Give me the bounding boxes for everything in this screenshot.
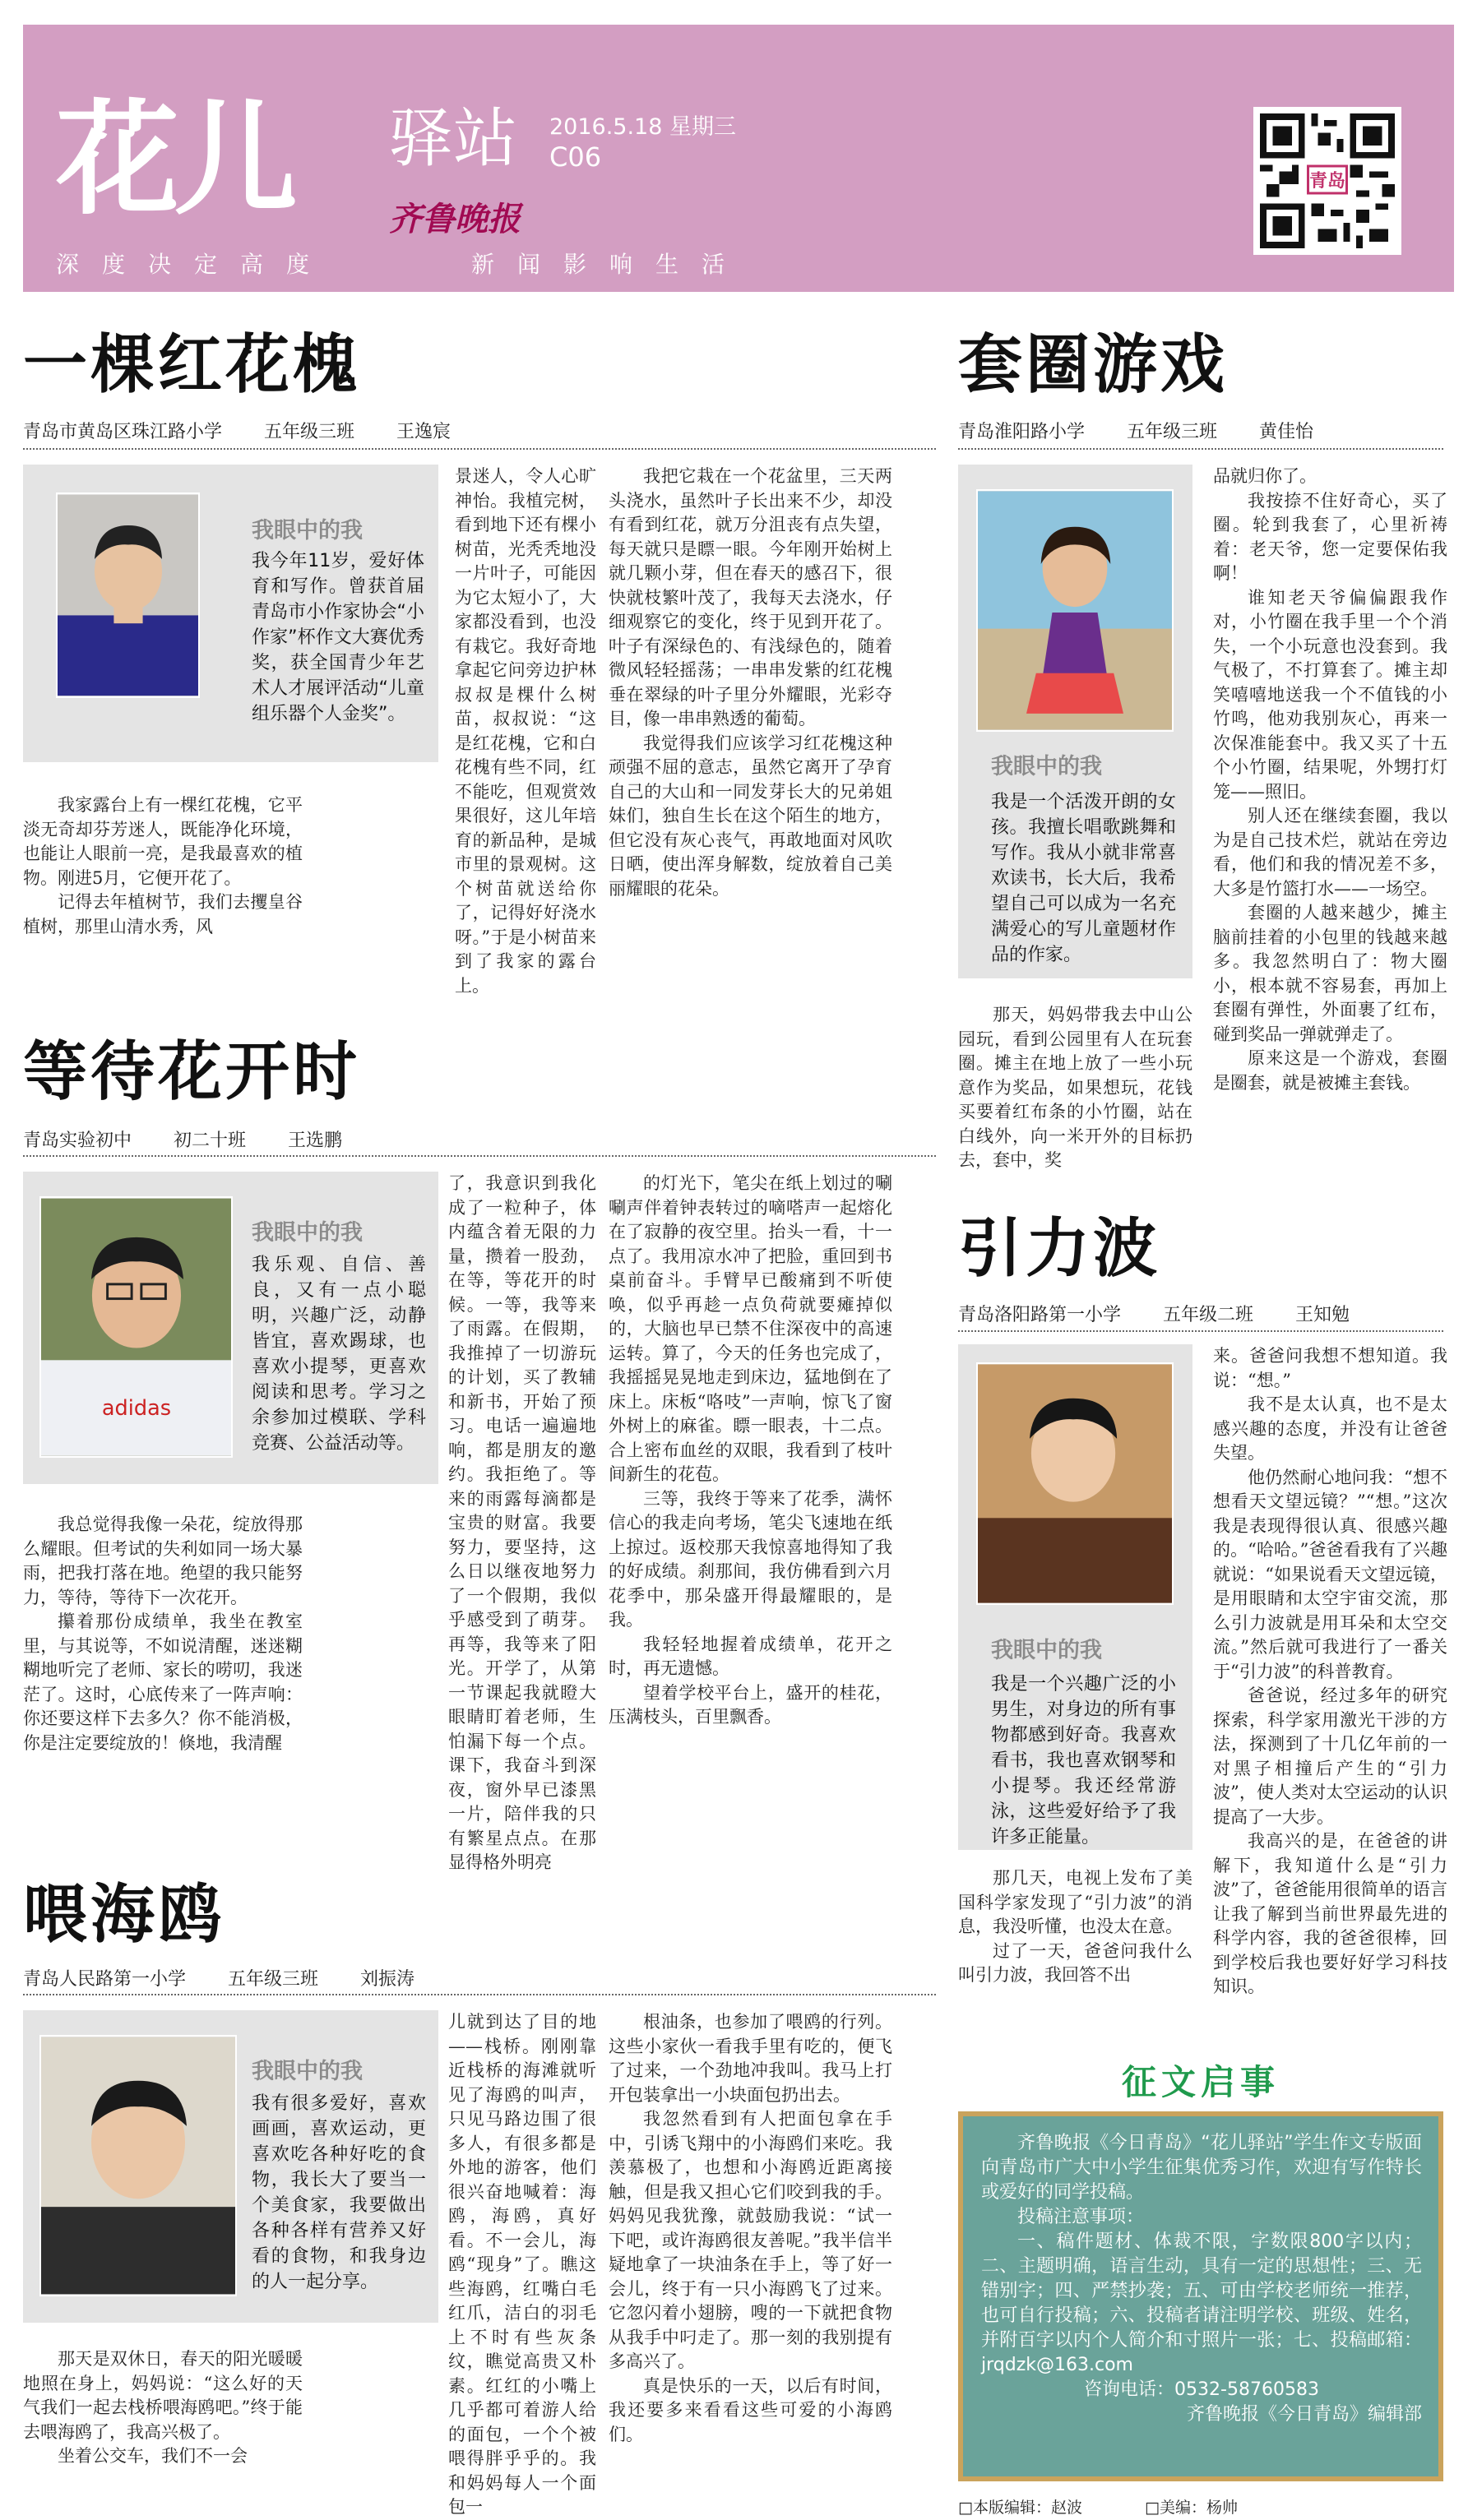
profile-intro: 我今年11岁，爱好体育和写作。曾获首届青岛市小作家协会“小作家”杯作文大赛优秀奖，获全国青少年艺术人才展评活动“儿童组乐器个人金奖”。: [252, 551, 424, 724]
profile-label: 我眼中的我: [991, 754, 1102, 779]
page-credits: [958, 2495, 1295, 2518]
divider: [23, 1155, 936, 1157]
svg-text:青岛: 青岛: [1309, 171, 1345, 192]
qr-code-icon: [1260, 113, 1395, 248]
body-column-2: 来。爸爸问我想不想知道。我说：“想。” 我不是太认真，也不是太感兴趣的态度，并没有让爸爸失望。 他仍然耐心地问我：“想不想看天文望远镜？”“想。”这次我是表现得很认真、很感兴趣的。“哈哈。”爸爸看我有了兴趣就说：“如果说看天文望远镜，是用眼睛和太空宇宙交流，那么引力波就是用耳朵和太空交流。”然后就可我进行了一番关于“引力波”的科普教育。 爸爸说，经过多年的研究探索，科学家用激光干涉的方法，探测到了十几亿年前的一对黑子相撞后产生的“引力波”，使人类对太空运动的认识提高了一大步。 我高兴的是，在爸爸的讲解下，我知道什么是“引力波”了，爸爸能用很简单的语言让我了解到当前世界最先进的科学内容，我的爸爸很棒，回到学校后我也要好好学习科技知识。: [1213, 1346, 1447, 1996]
qr-code[interactable]: [1253, 107, 1401, 255]
boy-portrait-icon: [41, 1198, 231, 1456]
profile-box: [958, 465, 1192, 978]
notice-heading: 投稿注意事项：: [1017, 2207, 1145, 2227]
author-school: 青岛人民路第一小学: [23, 1969, 187, 1990]
author-school: 青岛洛阳路第一小学: [958, 1305, 1122, 1325]
author-name: 王选鹏: [288, 1131, 343, 1151]
author-grade: 五年级三班: [264, 422, 355, 442]
profile-label: 我眼中的我: [252, 518, 363, 543]
profile-intro: 我是一个兴趣广泛的小男生，对身边的所有事物都感到好奇。我喜欢看书，我也喜欢钢琴和小提琴。我还经常游泳，这些爱好给予了我许多正能量。: [991, 1674, 1176, 1847]
notice-phone: 咨询电话：0532-58760583: [1084, 2379, 1319, 2400]
body-column-3: 我把它栽在一个花盆里，三天两头浇水，虽然叶子长出来不少，却没有看到红花，就万分沮丧有点失望，每天就只是瞟一眼。今年刚开始树上就几颗小芽，但在春天的感召下，很快就枝繁叶茂了，我每天去浇水，仔细观察它的变化，终于见到开花了。叶子有深绿色的、有浅绿色的，随着微风轻轻摇荡；一串串发紫的红花槐垂在翠绿的叶子里分外耀眼，光彩夺目，像一串串熟透的葡萄。 我觉得我们应该学习红花槐这种顽强不屈的意志，虽然它离开了孕育自己的大山和一同发芽长大的兄弟姐妹们，独自生长在这个陌生的地方，但它没有灰心丧气，再敢地面对风吹日晒，使出浑身解数，绽放着自己美丽耀眼的花朵。: [609, 466, 892, 899]
author-name: 刘振涛: [360, 1969, 415, 1990]
article-byline: [23, 418, 487, 443]
author-photo: [56, 492, 200, 698]
body-column-3: 根油条，也参加了喂鸥的行列。这些小家伙一看我手里有吃的，便飞了过来，一个劲地冲我叫。我马上打开包装拿出一小块面包扔出去。 我忽然看到有人把面包拿在手中，引诱飞翔中的小海鸥们来吃。我羡慕极了，也想和小海鸥近距离接触，但是我又担心它们咬到我的手。妈妈见我犹豫，就鼓励我说：“试一下吧，或许海鸥很友善呢。”我半信半疑地拿了一块油条在手上，等了好一会儿，终于有一只小海鸥飞了过来。它忽闪着小翅膀，嗖的一下就把食物从我手中叼走了。那一刻的我别提有多高兴了。 真是快乐的一天，以后有时间，我还要多来看看这些可爱的小海鸥们。: [609, 2012, 892, 2444]
body-column-3: 的灯光下，笔尖在纸上划过的唰唰声伴着钟表转过的嘀嗒声一起熔化在了寂静的夜空里。抬头一看，十一点了。我用凉水冲了把脸，重回到书桌前奋斗。手臂早已酸痛到不听使唤，似乎再趁一点负荷就要瘫掉似的，大脑也早已禁不住深夜中的高速运转。算了，今天的任务也完成了，我摇摇晃晃地走到床边，猛地倒在了床上。床板“咯吱”一声响，惊飞了窗外树上的麻雀。瞟一眼表，十二点。合上密布血丝的双眼，我看到了枝叶间新生的花苞。 三等，我终于等来了花季，满怀信心的我走向考场，笔尖飞速地在纸上掠过。返校那天我惊喜地得知了我的好成绩。刹那间，我仿佛看到六月花季中，那朵盛开得最耀眼的，是我。 我轻轻地握着成绩单，花开之时，再无遗憾。 望着学校平台上，盛开的桂花，压满枝头，百里飘香。: [609, 1173, 892, 1727]
author-name: 王逸宸: [396, 422, 452, 442]
editor-credit: □本版编辑：赵波: [958, 2499, 1082, 2517]
boy-portrait-icon: [978, 1364, 1172, 1603]
divider: [958, 448, 1443, 450]
author-photo: [976, 489, 1174, 732]
author-school: 青岛实验初中: [23, 1131, 132, 1151]
profile-intro: 我是一个活泼开朗的女孩。我擅长唱歌跳舞和写作。我从小就非常喜欢读书，长大后，我希望自己可以成为一名充满爱心的写儿童题材作品的作家。: [991, 792, 1176, 965]
notice-board: [958, 2111, 1443, 2481]
author-school: 青岛淮阳路小学: [958, 422, 1086, 442]
notice-title: 征文启事: [1121, 2062, 1280, 2102]
profile-intro: 我乐观、自信、善良，又有一点小聪明，兴趣广泛，动静皆宜，喜欢踢球，也喜欢小提琴，更喜欢阅读和思考。学习之余参加过模联、学科竞赛、公益活动等。: [252, 1255, 426, 1454]
boy-portrait-icon: [41, 2037, 235, 2295]
divider: [23, 1994, 936, 1995]
call-for-submissions: [958, 2055, 1443, 2491]
slogan-right: 新闻影响生活: [471, 251, 748, 278]
body-column-1: 那天，妈妈带我去中山公园玩，看到公园里有人在玩套圈。摊主在地上放了一些小玩意作为奖品，如果想玩，花钱买要着红布条的小竹圈，站在白线外，向一米开外的目标扔去，套中，奖: [958, 1005, 1192, 1170]
author-school: 青岛市黄岛区珠江路小学: [23, 422, 223, 442]
author-grade: 五年级三班: [228, 1969, 319, 1990]
issue-date: 2016.5.18 星期三: [549, 114, 736, 140]
body-column-1: 那几天，电视上发布了美国科学家发现了“引力波”的消息，我没听懂，也没太在意。 过了一天，爸爸问我什么叫引力波，我回答不出: [958, 1868, 1192, 1985]
boy-portrait-icon: [58, 494, 198, 696]
article-title: 引力波: [958, 1212, 1161, 1286]
newspaper-name: 齐鲁晚报: [389, 200, 521, 238]
masthead: [23, 25, 1454, 292]
notice-rules: 一、稿件题材、体裁不限，字数限800字以内；二、主题明确，语言生动，具有一定的思想性；三、无错别字；四、严禁抄袭；五、可由学校老师统一推荐，也可自行投稿；六、投稿者请注明学校、班级、姓名，并附百字以内个人简介和寸照片一张；七、投稿邮箱：jrqdzk@163.com: [981, 2231, 1422, 2375]
designer-credit: □美编：杨帅: [1145, 2499, 1238, 2517]
slogan-left: 深度决定高度: [56, 251, 333, 278]
article-byline: [958, 418, 1350, 443]
author-grade: 初二十班: [174, 1131, 247, 1151]
body-column-2: 景迷人，令人心旷神怡。我植完树，看到地下还有棵小树苗，光秃秃地没一片叶子，可能因为它太短小了，大家都没看到，也没有栽它。我好奇地拿起它问旁边护林叔叔是棵什么树苗，叔叔说：“这是红花槐，它和白花槐有些不同，红不能吃，但观赏效果很好，这儿年培育的新品种，是城市里的景观树。这个树苗就送给你了，记得好好浇水呀。”于是小树苗来到了我家的露台上。: [455, 466, 596, 996]
brand-title: 花儿: [56, 89, 294, 232]
article-byline: [958, 1301, 1386, 1326]
divider: [958, 1330, 1443, 1332]
divider: [23, 448, 936, 450]
notice-signature: 齐鲁晚报《今日青岛》编辑部: [1186, 2404, 1422, 2425]
author-name: 王知勉: [1295, 1305, 1350, 1325]
page-number: C06: [549, 141, 602, 173]
notice-intro: 齐鲁晚报《今日青岛》“花儿驿站”学生作文专版面向青岛市广大中小学生征集优秀习作，欢迎有写作特长或爱好的同学投稿。: [981, 2133, 1422, 2203]
author-photo: [976, 1362, 1174, 1605]
author-name: 黄佳怡: [1259, 422, 1314, 442]
body-column-1: 那天是双休日，春天的阳光暖暖地照在身上，妈妈说：“这么好的天气我们一起去栈桥喂海鸥吧。”终于能去喂海鸥了，我高兴极了。 坐着公交车，我们不一会: [23, 2349, 303, 2466]
body-column-2: 儿就到达了目的地——栈桥。刚刚靠近栈桥的海滩就听见了海鸥的叫声，只见马路边围了很多人，有很多都是外地的游客，他们很兴奋地喊着：海鸥，海鸥，真好看。不一会儿，海鸥“现身”了。瞧这些海鸥，红嘴白毛红爪，洁白的羽毛上不时有些灰条纹，瞧觉高贵又朴素。红红的小嘴上几乎都可着游人给的面包，一个个被喂得胖乎乎的。我和妈妈每人一个面包一: [448, 2012, 596, 2517]
article-title: 等待花开时: [23, 1035, 361, 1109]
body-column-1: 我总觉得我像一朵花，绽放得那么耀眼。但考试的失利如同一场大暴雨，把我打落在地。绝望的我只能努力，等待，等待下一次花开。 攥着那份成绩单，我坐在教室里，与其说等，不如说清醒，迷迷糊糊地听完了老师、家长的唠叨，我迷茫了。这时，心底传来了一阵声响：你还要这样下去多久？你不能消极，你是注定要绽放的！倏地，我清醒: [23, 1514, 303, 1753]
svg-text:adidas: adidas: [101, 1396, 172, 1422]
body-column-2: 了，我意识到我化成了一粒种子，体内蕴含着无限的力量，攒着一股劲，在等，等花开的时候。一等，我等来了雨露。在假期，我推掉了一切游玩的计划，买了教辅和新书，开始了预习。电话一遍遍地响，都是朋友的邀约。我拒绝了。等来的雨露每滴都是宝贵的财富。我要努力，要坚持，这么日以继夜地努力了一个假期，我似乎感受到了萌芽。再等，我等来了阳光。开学了，从第一节课起我就瞪大眼睛盯着老师，生怕漏下每一个点。课下，我奋斗到深夜，窗外早已漆黑一片，陪伴我的只有繁星点点。在那显得格外明亮: [448, 1173, 596, 1872]
profile-intro: 我有很多爱好，喜欢画画，喜欢运动，更喜欢吃各种好吃的食物，我长大了要当一个美食家，我要做出各种各样有营养又好看的食物，和我身边的人一起分享。: [252, 2093, 426, 2292]
author-photo: [39, 2035, 237, 2296]
body-column-1: 我家露台上有一棵红花槐，它平淡无奇却芬芳迷人，既能净化环境，也能让人眼前一亮，是我最喜欢的植物。刚进5月，它便开花了。 记得去年植树节，我们去攫皇谷植树，那里山清水秀，风: [23, 795, 303, 936]
column-title: 驿站: [389, 102, 518, 176]
article-byline: [23, 1965, 451, 1991]
article-title: 一棵红花槐: [23, 328, 361, 402]
author-photo: [39, 1196, 233, 1458]
profile-label: 我眼中的我: [252, 2059, 363, 2084]
author-grade: 五年级二班: [1163, 1305, 1254, 1325]
author-grade: 五年级三班: [1127, 422, 1218, 442]
profile-label: 我眼中的我: [991, 1638, 1102, 1663]
article-title: 套圈游戏: [958, 328, 1229, 402]
article-byline: [23, 1126, 378, 1152]
girl-portrait-icon: [978, 491, 1172, 730]
article-title: 喂海鸥: [23, 1878, 226, 1952]
body-column-2: 品就归你了。 我按捺不住好奇心，买了圈。轮到我套了，心里祈祷着：老天爷，您一定要保佑我啊！ 谁知老天爷偏偏跟我作对，小竹圈在我手里一个个消失，一个小玩意也没套到。我气极了，不打算套了。摊主却笑嘻嘻地送我一个不值钱的小竹鸣，他劝我别灰心，再来一次保准能套中。我又买了十五个小竹圈，结果呢，外甥打灯笼——照旧。 别人还在继续套圈，我以为是自己技术烂，就站在旁边看，他们和我的情况差不多，大多是竹篮打水——一场空。 套圈的人越来越少，摊主脑前挂着的小包里的钱越来越多。我忽然明白了：物大圈小，根本就不容易套，再加上套圈有弹性，外面裹了红布，碰到奖品一弹就弹走了。 原来这是一个游戏，套圈是圈套，就是被摊主套钱。: [1213, 466, 1447, 1093]
profile-label: 我眼中的我: [252, 1220, 363, 1246]
profile-box: [958, 1344, 1192, 1850]
